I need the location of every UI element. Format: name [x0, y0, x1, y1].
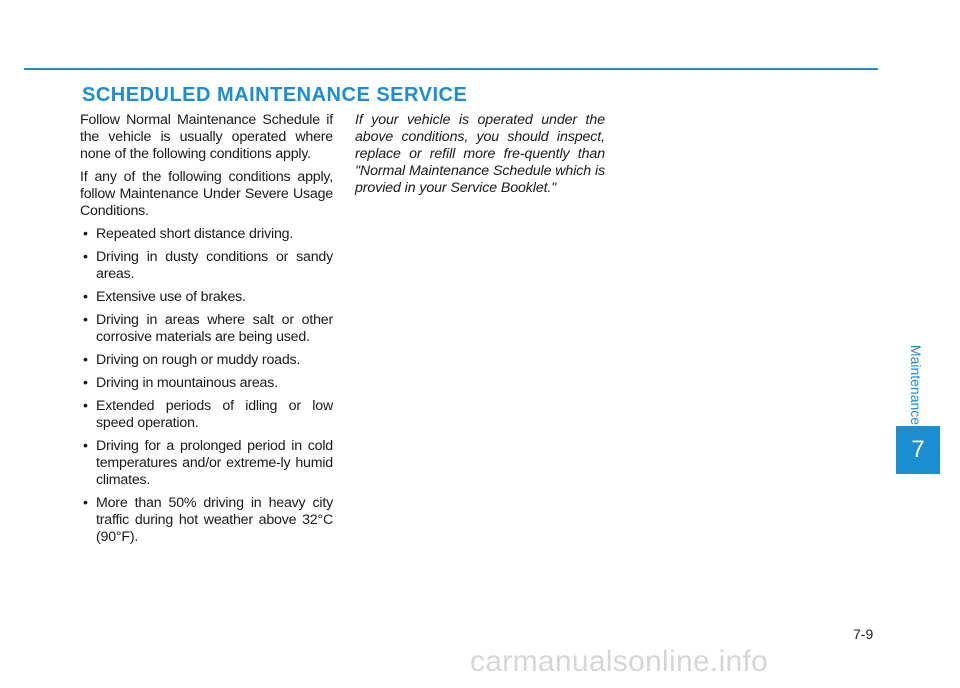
italic-note: If your vehicle is operated under the above conditions, you should inspect, replace or refill more fre-quently than "Normal Maintenance Schedule which is provied in your Service Booklet.": [355, 112, 605, 196]
list-item: • More than 50% driving in heavy city traffic during hot weather above 32°C (90°F).: [80, 495, 333, 546]
header-rule: [24, 68, 878, 70]
conditions-list: [80, 226, 333, 546]
section-title: SCHEDULED MAINTENANCE SERVICE: [82, 84, 468, 106]
list-item: • Driving in areas where salt or other corrosive materials are being used.: [80, 312, 333, 346]
chapter-label: Maintenance: [908, 344, 925, 426]
right-column: [355, 112, 605, 197]
severe-usage-paragraph: If any of the following conditions apply, follow Maintenance Under Severe Usage Conditions.: [80, 169, 333, 219]
list-item: • Repeated short distance driving.: [80, 226, 333, 243]
list-item: • Driving in dusty conditions or sandy areas.: [80, 249, 333, 283]
chapter-side-label: [901, 330, 931, 440]
watermark: carmanualsonline.info: [470, 645, 769, 678]
page-number: 7-9: [853, 626, 874, 642]
list-item: • Extensive use of brakes.: [80, 289, 333, 306]
left-column: [80, 112, 333, 552]
list-item: • Driving in mountainous areas.: [80, 375, 333, 392]
list-item: • Driving on rough or muddy roads.: [80, 352, 333, 369]
list-item: • Extended periods of idling or low speed operation.: [80, 398, 333, 432]
chapter-tab[interactable]: 7: [896, 426, 940, 474]
list-item: • Driving for a prolonged period in cold temperatures and/or extreme-ly humid climates.: [80, 438, 333, 489]
intro-paragraph: Follow Normal Maintenance Schedule if the vehicle is usually operated where none of the following conditions apply.: [80, 112, 333, 162]
